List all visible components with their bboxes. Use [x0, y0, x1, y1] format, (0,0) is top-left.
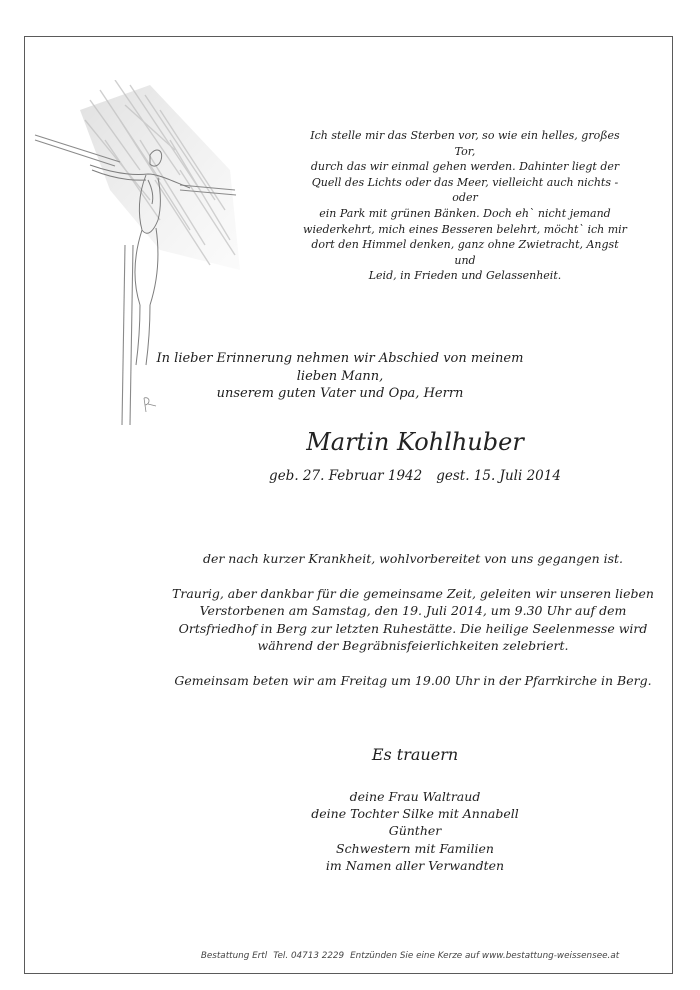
announcement-paragraph-2: Traurig, aber dankbar für die gemeinsame Zeit, geleiten wir unseren lieben Verstorbenen am Samstag, den 19. Juli 2014, um 9.30 Uhr auf dem Ortsfriedhof in Berg zur letzten Ruhestätte. Die heilige Seelenmesse wird während der Begräbnisfeierlichkeiten zelebriert. [172, 585, 654, 653]
mourners-list [280, 788, 550, 874]
candle-link-text: Entzünden Sie eine Kerze auf www.bestattung-weissensee.at [350, 951, 620, 961]
death-date: gest. 15. Juli 2014 [436, 468, 561, 484]
footer-line [150, 950, 670, 962]
announcement-body [140, 550, 686, 689]
intro-text: In lieber Erinnerung nehmen wir Abschied von meinem lieben Mann, unserem guten Vater und Opa, Herrn [156, 351, 524, 401]
announcement-paragraph-1: der nach kurzer Krankheit, wohlvorbereitet von uns gegangen ist. [202, 551, 624, 566]
undertaker-name: Bestattung Ertl [200, 951, 268, 961]
mourners-heading: Es trauern [371, 745, 459, 764]
mourner-line: im Namen aller Verwandten [325, 857, 505, 873]
life-dates [240, 467, 590, 485]
mourner-line: deine Tochter Silke mit Annabell [311, 806, 519, 822]
poem-text: Ich stelle mir das Sterben vor, so wie ein helles, großes Tor, durch das wir einmal gehen werden. Dahinter liegt der Quell des Lichts oder das Meer, vielleicht auch nichts - oder ein Park mit grünen Bänken. Doch eh` nicht jemand wiederkehrt, mich eines Besseren belehrt, möcht` ich mir dort den Himmel denken, ganz ohne Zwietracht, Angst und Leid, in Frieden und Gelassenheit. [303, 129, 627, 283]
undertaker-phone: Tel. 04713 2229 [273, 951, 345, 961]
birth-date: geb. 27. Februar 1942 [269, 468, 423, 484]
mourner-line: Schwestern mit Familien [336, 840, 494, 856]
mourner-line: deine Frau Waltraud [349, 789, 481, 804]
announcement-paragraph-3: Gemeinsam beten wir am Freitag um 19.00 Uhr in der Pfarrkirche in Berg. [174, 672, 652, 688]
mourner-line: Günther [388, 823, 442, 839]
deceased-name: Martin Kohlhuber [306, 428, 524, 456]
